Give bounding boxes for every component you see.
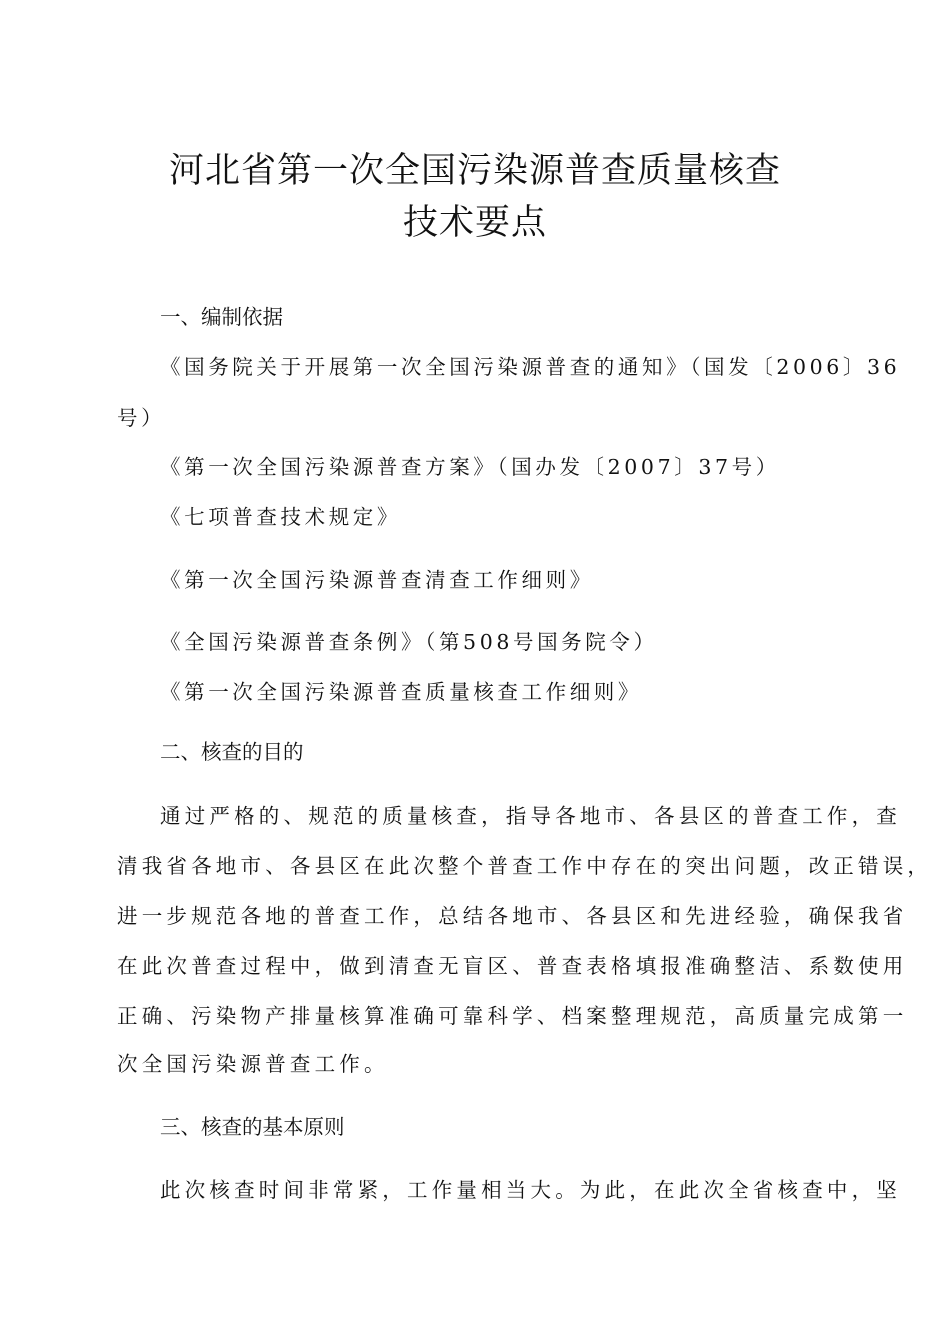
section-heading-purpose: 二、核查的目的	[160, 740, 304, 764]
paragraph-line: 在此次普查过程中，做到清查无盲区、普查表格填报准确整洁、系数使用	[117, 954, 908, 978]
reference-item: 《第一次全国污染源普查质量核查工作细则》	[160, 680, 642, 704]
reference-item: 《国务院关于开展第一次全国污染源普查的通知》（国发〔2006〕36	[160, 355, 901, 379]
paragraph-line: 此次核查时间非常紧，工作量相当大。为此，在此次全省核查中，坚	[160, 1178, 901, 1202]
reference-item-continuation: 号）	[117, 406, 166, 430]
paragraph-line: 次全国污染源普查工作。	[117, 1052, 389, 1076]
paragraph-line: 进一步规范各地的普查工作，总结各地市、各县区和先进经验，确保我省	[117, 904, 908, 928]
document-title-line-2: 技术要点	[402, 203, 547, 243]
paragraph-line: 通过严格的、规范的质量核查，指导各地市、各县区的普查工作，查	[160, 804, 901, 828]
reference-item: 《七项普查技术规定》	[160, 505, 401, 529]
reference-item: 《第一次全国污染源普查清查工作细则》	[160, 568, 594, 592]
document-title-line-1: 河北省第一次全国污染源普查质量核查	[168, 151, 781, 191]
reference-item: 《全国污染源普查条例》（第508号国务院令）	[160, 630, 658, 654]
section-heading-basis: 一、编制依据	[160, 305, 283, 329]
reference-item: 《第一次全国污染源普查方案》（国办发〔2007〕37号）	[160, 455, 780, 479]
paragraph-line: 正确、污染物产排量核算准确可靠科学、档案整理规范，高质量完成第一	[117, 1004, 908, 1028]
section-heading-principles: 三、核查的基本原则	[160, 1115, 345, 1139]
paragraph-line: 清我省各地市、各县区在此次整个普查工作中存在的突出问题，改正错误，	[117, 854, 933, 878]
